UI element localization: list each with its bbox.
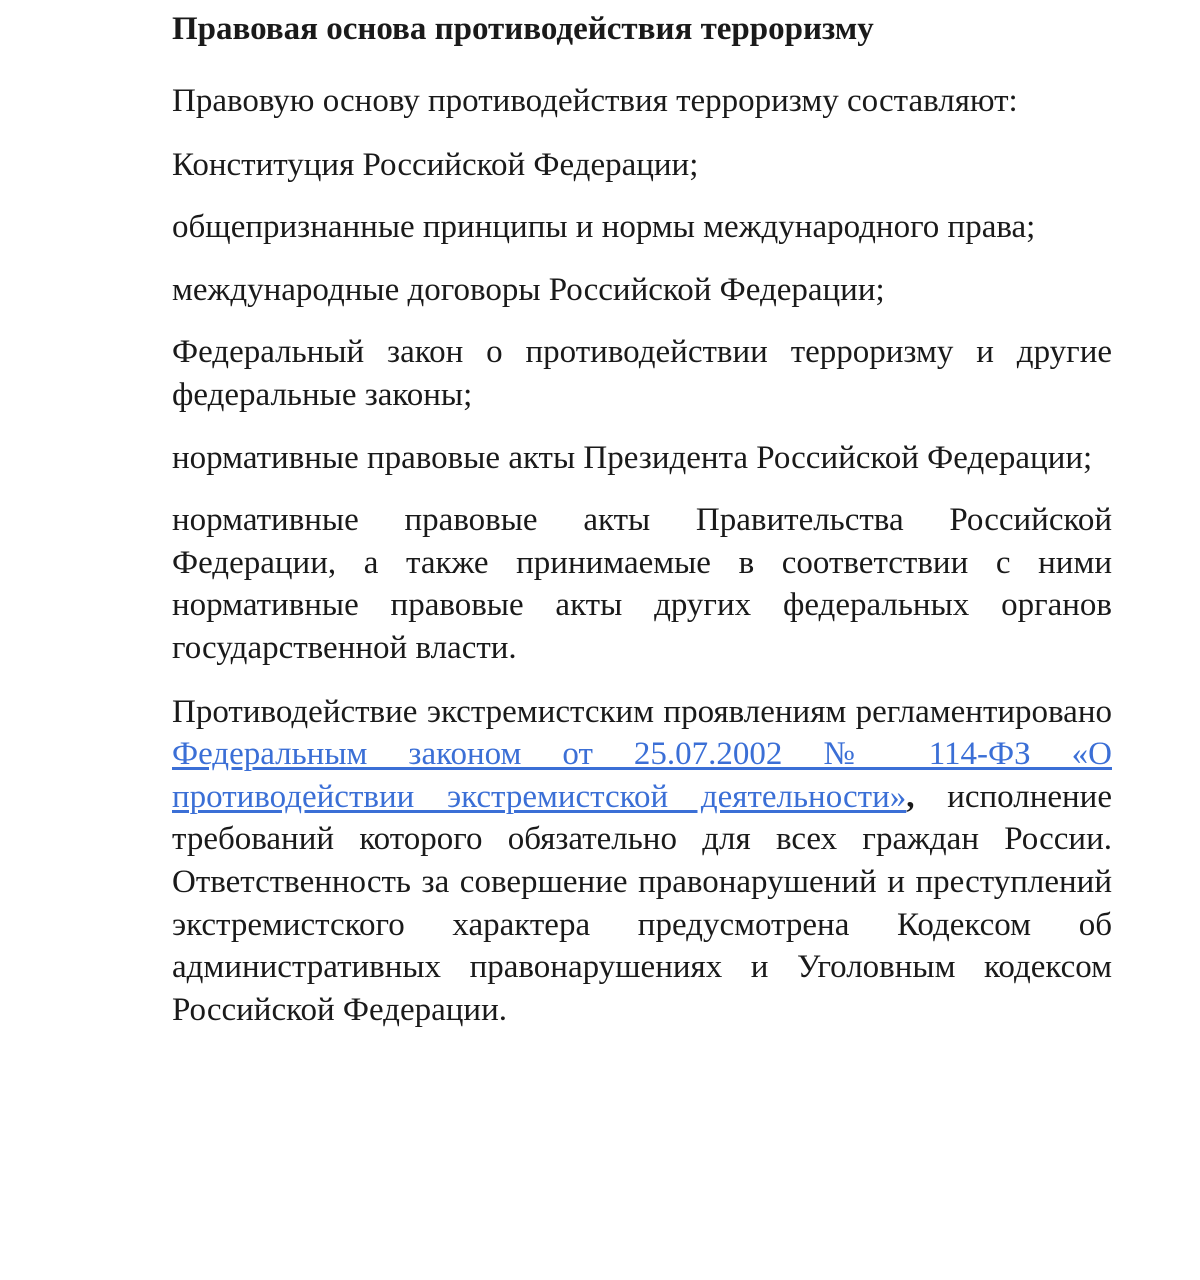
federal-law-114-link[interactable]: Федеральным законом от 25.07.2002 № 114-ФЗ «О противодействии экстремистской деятельности» bbox=[172, 736, 1112, 815]
list-item-constitution: Конституция Российской Федерации; bbox=[172, 146, 699, 183]
list-item-international-treaties: международные договоры Российской Федерации; bbox=[172, 271, 885, 308]
list-item-federal-law: Федеральный закон о противодействии терроризму и другие федеральные законы; bbox=[172, 334, 1112, 413]
extremism-text-after: исполнение требований которого обязательно для всех граждан России. Ответственность за совершение правонарушений и преступлений экстремистского характера предусмотрена Кодексом об административных правонарушениях и Уголовным кодексом Российской Федерации. bbox=[172, 778, 1112, 1028]
list-item-international-principles: общепризнанные принципы и нормы международного права; bbox=[172, 209, 1036, 246]
intro-paragraph: Правовую основу противодействия терроризму составляют: bbox=[172, 83, 1018, 119]
extremism-comma: , bbox=[906, 778, 915, 815]
list-item-president-acts: нормативные правовые акты Президента Российской Федерации; bbox=[172, 439, 1093, 476]
extremism-text-before: Противодействие экстремистским проявлениям регламентировано bbox=[172, 693, 1112, 730]
document-body bbox=[172, 0, 1112, 1031]
document-title: Правовая основа противодействия терроризму bbox=[172, 11, 874, 47]
extremism-paragraph bbox=[172, 691, 1112, 1032]
list-item-government-acts: нормативные правовые акты Правительства Российской Федерации, а также принимаемые в соответствии с ними нормативные правовые акты других федеральных органов государственной власти. bbox=[172, 502, 1112, 666]
